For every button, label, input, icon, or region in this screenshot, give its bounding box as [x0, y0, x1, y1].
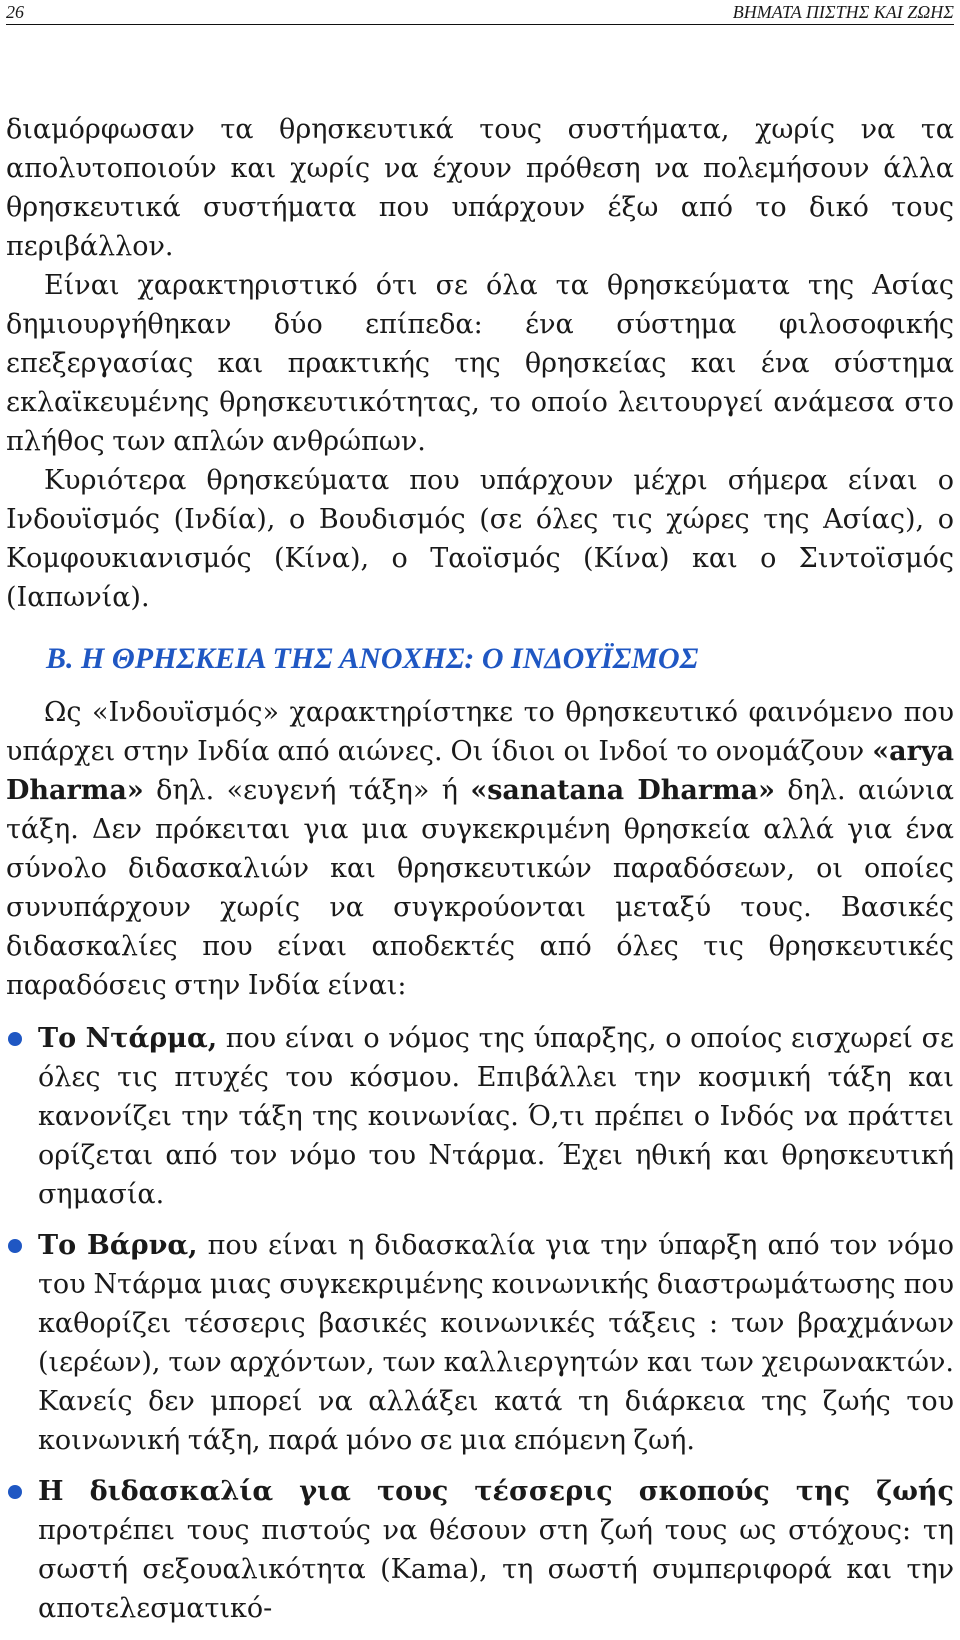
bullet-text: [38, 1019, 954, 1214]
page-number: 26: [6, 2, 24, 22]
intro-text-3: δηλ. αιώνια τάξη. Δεν πρόκειται για μια συγκεκριμένη θρησκεία αλλά για ένα σύνολο διδασκαλιών και θρησκευτικών παραδόσεων, οι οποίες συνυπάρχουν χωρίς να συγκρούονται μεταξύ τους. Βασικές διδασκαλίες που είναι αποδεκτές από όλες τις θρησκευτικές παραδόσεις στην Ινδία είναι:: [6, 775, 955, 1001]
bullet-dot-icon: [8, 1032, 22, 1046]
page-body: [6, 110, 954, 1640]
running-title: ΒΗΜΑΤΑ ΠΙΣΤΗΣ ΚΑΙ ΖΩΗΣ: [732, 2, 954, 22]
bullet-description: που είναι η διδασκαλία για την ύπαρξη από τον νόμο του Ντάρμα μιας συγκεκριμένης κοινωνικής διαστρωμάτωσης που καθορίζει τέσσερις βασικές κοινωνικές τάξεις : των βραχμάνων (ιερέων), των αρχόντων, των καλλιεργητών και των χειρωνακτών. Κανείς δεν μπορεί να αλλάξει κατά τη διάρκεια της ζωής του κοινωνική τάξη, παρά μόνο σε μια επόμενη ζωή.: [38, 1230, 954, 1456]
bullet-term: Το Βάρνα,: [38, 1230, 198, 1261]
paragraph-two-levels: Είναι χαρακτηριστικό ότι σε όλα τα θρησκεύματα της Ασίας δημιουργήθηκαν δύο επίπεδα: ένα σύστημα φιλοσοφικής επεξεργασίας και πρακτικής της θρησκείας και ένα σύστημα εκλαϊκευμένης θρησκευτικότητας, το οποίο λειτουργεί ανάμεσα στο πλήθος των απλών ανθρώπων.: [6, 270, 954, 457]
intro-bold-arya-dharma: «arya Dharma»: [6, 736, 954, 806]
bullet-item-varna: [6, 1226, 954, 1460]
intro-text-1: Ως «Ινδουϊσμός» χαρακτηρίστηκε το θρησκευτικό φαινόμενο που υπάρχει στην Ινδία από αιώνες. Οι ίδιοι οι Ινδοί το ονομάζουν: [6, 697, 954, 767]
bullet-text: [38, 1472, 954, 1628]
intro-bold-sanatana-dharma: «sanatana Dharma»: [470, 775, 776, 806]
bullet-dot-icon: [8, 1239, 22, 1253]
bullet-item-dharma: [6, 1019, 954, 1214]
bullet-description: προτρέπει τους πιστούς να θέσουν στη ζωή τους ως στόχους: τη σωστή σεξουαλικότητα (Kama), τη σωστή συμπεριφορά και την αποτελεσματικό-: [38, 1515, 954, 1624]
bullet-text: [38, 1226, 954, 1460]
bullet-term: Το Ντάρμα,: [38, 1023, 218, 1054]
bullet-list: [6, 1019, 954, 1628]
section-intro-paragraph: [6, 693, 954, 1005]
paragraph-main-religions: Κυριότερα θρησκεύματα που υπάρχουν μέχρι σήμερα είναι ο Ινδουϊσμός (Ινδία), ο Βουδισμός (σε όλες τις χώρες της Ασίας), ο Κομφουκιανισμός (Κίνα), ο Ταοϊσμός (Κίνα) και ο Σιντοϊσμός (Ιαπωνία).: [6, 465, 954, 613]
bullet-description: που είναι ο νόμος της ύπαρξης, ο οποίος εισχωρεί σε όλες τις πτυχές του κόσμου. Επιβάλλει την κοσμική τάξη και κανονίζει την τάξη της κοινωνίας. Ό,τι πρέπει ο Ινδός να πράττει ορίζεται από τον νόμο του Ντάρμα. Έχει ηθική και θρησκευτική σημασία.: [38, 1023, 954, 1210]
paragraph-continuation: διαμόρφωσαν τα θρησκευτικά τους συστήματα, χωρίς να τα απολυτοποιούν και χωρίς να έχουν πρόθεση να πολεμήσουν άλλα θρησκευτικά συστήματα που υπάρχουν έξω από το δικό τους περιβάλλον.: [6, 114, 954, 262]
bullet-term: Η διδασκαλία για τους τέσσερις σκοπούς της ζωής: [38, 1476, 954, 1507]
section-heading: Β. Η ΘΡΗΣΚΕΙΑ ΤΗΣ ΑΝΟΧΗΣ: Ο ΙΝΔΟΥΪΣΜΟΣ: [46, 642, 699, 675]
bullet-dot-icon: [8, 1485, 22, 1499]
bullet-item-four-goals: [6, 1472, 954, 1628]
intro-text-2: δηλ. «ευγενή τάξη» ή: [143, 775, 471, 806]
page-header: [6, 0, 954, 25]
